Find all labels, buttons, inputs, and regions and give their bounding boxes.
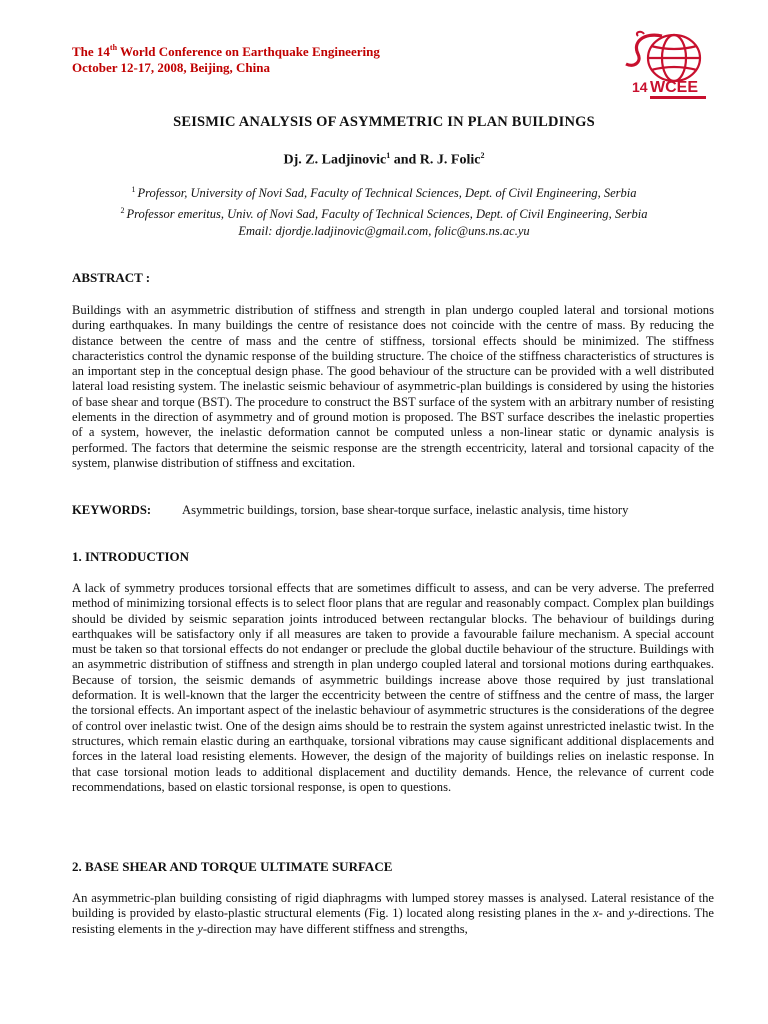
section-heading-introduction: 1. INTRODUCTION <box>72 549 190 564</box>
keywords-label: KEYWORDS: <box>72 503 152 517</box>
conference-date: October 12-17, 2008, Beijing, China <box>72 60 271 75</box>
author-1: Dj. Z. Ladjinovic <box>283 152 387 168</box>
author-line: Dj. Z. Ladjinovic$^1$ and R. J. Folic$^2$ <box>283 151 485 168</box>
keywords-text: Asymmetric buildings, torsion, base shear-torque surface, inelastic analysis, time history <box>182 503 629 517</box>
author-2: R. J. Folic <box>419 152 481 168</box>
affiliation-2: $^2$ Professor emeritus, Univ. of Novi Sad, Faculty of Technical Sciences, Dept. of Civil Engineering, Serbia <box>120 206 648 221</box>
base-shear-text: An asymmetric-plan building consisting of rigid diaphragms with lumped storey masses is analysed. Lateral resistance of the building is provided by elasto-plastic structural elements (Fig. 1) located along resisting planes in the x- and y-directions. The resisting elements in the y-direction may have different stiffness and strengths, <box>72 891 714 936</box>
keywords-line <box>72 503 628 518</box>
abstract-text: Buildings with an asymmetric distribution of stiffness and strength in plan undergo coupled lateral and torsional motions during earthquakes. In many buildings the centre of resistance does not coincide with the centre of mass. By reducing the distance between the centre of mass and the centre of stiffness, torsional effects should be minimized. The stiffness characteristics control the dynamic response of the building structure. The choice of the stiffness characteristics of structures is an important step in the conceptual design phase. The good behaviour of the structure can be provided with a well distributed lateral load resisting system. The inelastic seismic behaviour of asymmetric-plan buildings is considered by using the histories of base shear and torque (BST). The procedure to construct the BST surface of the system with an arbitrary number of resisting elements in the direction of asymmetry and of ground motion is proposed. The BST surface describes the inelastic properties of a system, however, the inelastic deformation cannot be computed unless a non-linear static or dynamic analysis is performed. The factors that determine the seismic response are the strength eccentricity, lateral and torsional capacity of the system, planwise distribution of stiffness and excitation. <box>72 303 714 470</box>
author-email: Email: djordje.ladjinovic@gmail.com, folic@uns.ns.ac.yu <box>238 224 530 238</box>
paper-title: SEISMIC ANALYSIS OF ASYMMETRIC IN PLAN BUILDINGS <box>173 114 595 130</box>
introduction-text: A lack of symmetry produces torsional effects that are sometimes difficult to assess, and can be very adverse. The preferred method of minimizing torsional effects is to select floor plans that are regular and reasonably compact. Complex plan buildings should be divided by seismic separation joints introduced between rectangular blocks. The behaviour of buildings during earthquakes will be satisfactory only if all measures are taken to provide a favourable failure mechanism. A special account must be taken so that torsional effects do not endanger or preclude the global ductile behaviour of the structure. Buildings with an asymmetric distribution of stiffness and strength in plan undergo coupled lateral and torsional motions during earthquakes. Because of torsion, the seismic demands of asymmetric buildings increase above those required by just translational deformation. It is well-known that the larger the eccentricity between the centre of stiffness and the centre of mass, the larger the torsional effects. An important aspect of the inelastic behaviour of asymmetric structures is the considerations of the degree of control over inelastic twist. One of the design aims should be to restrain the system against unrestricted inelastic twist. In the structures, which remain elastic during an earthquake, torsional vibrations may cause significant additional displacements and forces in the lateral load resisting elements. However, the design of the majority of buildings relies on inelastic response. In that case torsional motion leads to additional displacement and ductility demands. Hence, the relevance of current code recommendations, based on elastic torsional response, is open to questions. <box>72 581 714 794</box>
svg-text:14: 14 <box>632 79 648 95</box>
conference-name-line: The 14th World Conference on Earthquake Engineering <box>72 43 380 59</box>
ordinal-superscript: th <box>109 43 118 52</box>
wcee-logo <box>614 28 718 106</box>
svg-text:WCEE: WCEE <box>650 79 698 96</box>
affiliation-1: $^1$ Professor, University of Novi Sad, Faculty of Technical Sciences, Dept. of Civil Engineering, Serbia <box>131 185 637 200</box>
section-heading-base-shear: 2. BASE SHEAR AND TORQUE ULTIMATE SURFACE <box>72 859 393 874</box>
conference-header <box>72 44 380 76</box>
abstract-heading: ABSTRACT : <box>72 270 151 285</box>
